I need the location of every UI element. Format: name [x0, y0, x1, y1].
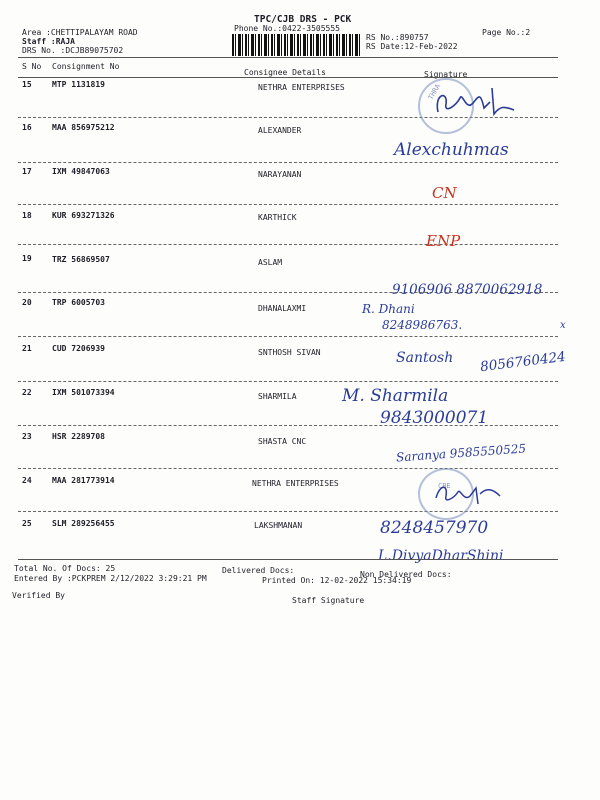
row-consignment: IXM 49847063 [52, 167, 110, 176]
row-consignment: TRZ 56869507 [52, 255, 110, 264]
row-consignee: ASLAM [258, 258, 283, 267]
row-consignee: SNTHOSH SIVAN [258, 348, 321, 357]
staff-label: Staff :RAJA [22, 37, 75, 46]
handwritten-note: 9106906 8870062918 [392, 282, 543, 298]
non-delivered-docs: Non Delivered Docs: [360, 570, 452, 579]
footer-rule [18, 559, 558, 560]
header-bottom-rule [18, 77, 558, 78]
row-sno: 25 [22, 519, 32, 528]
document-title: TPC/CJB DRS - PCK [254, 14, 352, 25]
phone-number: Phone No.:0422-3505555 [234, 24, 340, 33]
row-consignee: NETHRA ENTERPRISES [258, 83, 345, 92]
handwritten-signature: R. Dhani [362, 302, 415, 316]
row-divider [18, 511, 558, 512]
row-sno: 17 [22, 167, 32, 176]
stamp-text: THRA [426, 82, 443, 102]
header-top-rule [18, 57, 558, 58]
entered-by: Entered By :PCKPREM 2/12/2022 3:29:21 PM [14, 574, 207, 583]
handwritten-signature [430, 478, 510, 508]
row-consignee: NARAYANAN [258, 170, 302, 179]
row-consignment: KUR 693271326 [52, 211, 115, 220]
handwritten-signature: L.DivyaDharShini [378, 548, 504, 564]
row-consignee: SHARMILA [258, 392, 297, 401]
area-label: Area :CHETTIPALAYAM ROAD [22, 28, 138, 37]
row-consignment: CUD 7206939 [52, 344, 105, 353]
printed-on: Printed On: 12-02-2022 15:34:19 [262, 576, 412, 585]
handwritten-note: 8056760424 [479, 348, 567, 376]
row-consignment: TRP 6005703 [52, 298, 105, 307]
row-divider [18, 336, 558, 337]
row-consignee: NETHRA ENTERPRISES [252, 479, 339, 488]
row-divider [18, 468, 558, 469]
row-consignee: SHASTA CNC [258, 437, 307, 446]
stamp-text: CBE [438, 482, 451, 490]
handwritten-signature [430, 84, 520, 120]
handwritten-note: 8248986763. [382, 318, 463, 332]
row-consignment: MAA 281773914 [52, 476, 115, 485]
row-consignment: SLM 289256455 [52, 519, 115, 528]
row-sno: 22 [22, 388, 32, 397]
drs-number: DRS No. :DCJB89075702 [22, 46, 124, 55]
row-sno: 19 [22, 254, 32, 263]
rs-number: RS No.:890757 [366, 33, 429, 42]
row-consignment: MAA 856975212 [52, 123, 115, 132]
col-consignment: Consignment No [52, 62, 120, 71]
col-consignee: Consignee Details [244, 68, 326, 77]
barcode [232, 34, 360, 56]
row-sno: 24 [22, 476, 32, 485]
handwritten-note: 8248457970 [380, 518, 489, 538]
row-consignment: IXM 501073394 [52, 388, 115, 397]
row-divider [18, 162, 558, 163]
handwritten-signature: Santosh [396, 350, 454, 366]
handwritten-note: 9843000071 [380, 408, 489, 428]
handwritten-signature: CN [432, 184, 457, 202]
page-number: Page No.:2 [482, 28, 531, 37]
total-docs: Total No. Of Docs: 25 [14, 564, 116, 573]
row-sno: 18 [22, 211, 32, 220]
row-consignment: HSR 2289708 [52, 432, 105, 441]
row-sno: 21 [22, 344, 32, 353]
row-consignment: MTP 1131819 [52, 80, 105, 89]
handwritten-signature: M. Sharmila [342, 386, 449, 406]
row-consignee: DHANALAXMI [258, 304, 307, 313]
handwritten-signature: Saranya 9585550525 [395, 441, 527, 465]
row-sno: 20 [22, 298, 32, 307]
handwritten-mark: x [560, 320, 566, 331]
row-consignee: ALEXANDER [258, 126, 302, 135]
col-signature: Signature [424, 70, 468, 79]
row-consignee: KARTHICK [258, 213, 297, 222]
handwritten-signature: Alexchuhmas [394, 140, 509, 160]
row-sno: 16 [22, 123, 32, 132]
row-divider [18, 381, 558, 382]
staff-signature: Staff Signature [292, 596, 365, 605]
row-sno: 15 [22, 80, 32, 89]
row-divider [18, 244, 558, 245]
row-divider [18, 204, 558, 205]
verified-by: Verified By [12, 591, 65, 600]
row-sno: 23 [22, 432, 32, 441]
rs-date: RS Date:12-Feb-2022 [366, 42, 458, 51]
col-sno: S No [22, 62, 42, 71]
handwritten-signature: ENP [426, 232, 461, 250]
delivered-docs: Delivered Docs: [222, 566, 295, 575]
row-consignee: LAKSHMANAN [254, 521, 303, 530]
